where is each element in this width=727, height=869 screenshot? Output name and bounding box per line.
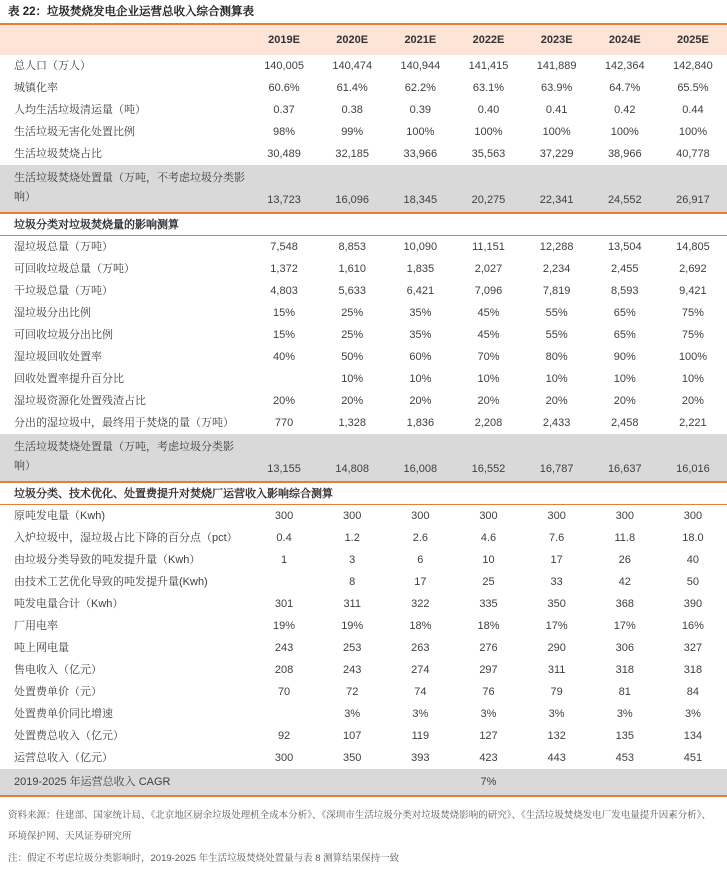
cell-value: 81 [618,686,631,698]
cell-value: 7,548 [270,241,298,253]
cell-value: 10% [613,373,636,385]
cell-value: 19% [341,620,364,632]
cell-value: 50% [341,351,364,363]
cell-value: 3 [349,554,356,566]
table-footer [0,797,727,869]
cell-value: 107 [343,730,362,742]
cell-value: 62.2% [404,82,436,94]
cell-value: 290 [547,642,566,654]
cell-value: 335 [479,598,498,610]
cell-value: 12,288 [539,241,574,253]
table-row [0,368,727,390]
cell-value: 100% [610,126,639,138]
column-header: 2020E [336,34,369,46]
row-label: 原吨发电量（Kwh) [14,510,106,522]
cell-value: 1.2 [344,532,360,544]
table-row [0,143,727,165]
cell-value: 1,372 [270,263,298,275]
section-title: 垃圾分类、技术优化、处置费提升对焚烧厂运营收入影响综合测算 [14,487,333,500]
cell-value: 300 [343,510,362,522]
cell-value: 0.4 [276,532,292,544]
cell-value: 3% [344,708,361,720]
cell-value: 0.44 [682,104,704,116]
table-header-row [0,25,727,55]
cell-value: 0.42 [614,104,636,116]
row-label: 处置费总收入（亿元） [14,730,124,742]
cell-value: 274 [411,664,430,676]
cell-value: 70 [277,686,291,698]
cell-value: 84 [686,686,700,698]
table-row [0,324,727,346]
cell-value: 3% [480,708,497,720]
cell-value: 306 [615,642,634,654]
cell-value: 301 [274,598,294,610]
cell-value: 4.6 [480,532,497,544]
cell-value: 142,840 [673,60,713,72]
data-table [0,25,727,797]
cell-value: 100% [678,126,707,138]
cell-value: 7,096 [474,285,503,297]
cell-value: 3% [412,708,429,720]
cell-value: 300 [683,510,703,522]
cell-value: 40% [273,351,296,363]
row-label: 生活垃圾焚烧处置量（万吨，不考虑垃圾分类影响） [14,172,245,203]
row-label: 2019-2025 年运营总收入 CAGR [14,776,171,788]
cagr-row [0,769,727,797]
highlight-row [0,165,727,214]
table-row [0,280,727,302]
cell-value: 32,185 [335,148,370,160]
cell-value: 311 [547,664,566,676]
cell-value: 6 [417,554,424,566]
cell-value: 61.4% [336,82,368,94]
row-label: 可回收垃圾分出比例 [14,329,113,341]
row-label: 干垃圾总量（万吨） [14,285,113,297]
cell-value: 8,593 [611,285,639,297]
row-label: 生活垃圾焚烧占比 [14,148,102,160]
row-label: 湿垃圾资源化处置残渣占比 [14,395,146,407]
table-row [0,615,727,637]
source-note: 资料来源：住建部、国家统计局、《北京地区厨余垃圾处理机全成本分析》、《深圳市生活垃圾分类对垃圾焚烧影响的研究》、《生活垃圾焚烧发电厂发电量提升因素分析》、环境保护网、天风证券研究所 [8,810,712,842]
row-label: 吨上网电量 [14,642,69,654]
row-label: 由技术工艺优化导致的吨发提升量(Kwh) [14,576,208,588]
cell-value: 8,853 [338,241,366,253]
table-row [0,681,727,703]
cell-value: 10 [482,554,495,566]
cell-value: 18.0 [682,532,704,544]
cell-value: 42 [618,576,631,588]
cell-value: 3% [684,708,701,720]
cell-value: 1 [281,554,288,566]
table-row [0,412,727,434]
cell-value: 208 [274,664,294,676]
cell-value: 300 [615,510,634,522]
cell-value: 45% [477,307,500,319]
cell-value: 30,489 [267,148,301,160]
cell-value: 318 [615,664,634,676]
cell-value: 16% [681,620,704,632]
cell-value: 16,787 [539,463,574,475]
cell-value: 3% [548,708,565,720]
cell-value: 7% [480,776,497,788]
cell-value: 45% [477,329,500,341]
cell-value: 350 [343,752,362,764]
cell-value: 10% [341,373,364,385]
section-title: 垃圾分类对垃圾焚烧量的影响测算 [14,218,179,231]
table-row [0,637,727,659]
row-label: 城镇化率 [14,82,58,94]
cell-value: 0.37 [273,104,295,116]
cell-value: 141,415 [468,60,509,72]
cell-value: 37,229 [539,148,574,160]
cell-value: 253 [343,642,362,654]
cell-value: 6,421 [406,285,435,297]
cell-value: 0.41 [545,104,568,116]
cell-value: 18% [477,620,500,632]
cell-value: 40 [686,554,700,566]
cell-value: 453 [615,752,634,764]
table-row [0,258,727,280]
row-label: 售电收入（亿元） [14,664,102,676]
highlight-row [0,434,727,483]
cell-value: 142,364 [604,60,645,72]
cell-value: 2.6 [412,532,428,544]
table-row [0,346,727,368]
cell-value: 26,917 [676,194,710,206]
row-label: 湿垃圾总量（万吨） [14,241,113,253]
cell-value: 16,637 [607,463,642,475]
cell-value: 390 [683,598,703,610]
cell-value: 40,778 [676,148,710,160]
cell-value: 9,421 [679,285,707,297]
cell-value: 16,016 [676,463,710,475]
cell-value: 1,835 [406,263,435,275]
cell-value: 25 [482,576,495,588]
table-row [0,302,727,324]
cell-value: 243 [343,664,362,676]
cell-value: 64.7% [609,82,641,94]
row-label: 分出的湿垃圾中，最终用于焚烧的量（万吨） [14,417,234,429]
cell-value: 10,090 [403,241,438,253]
cell-value: 300 [274,752,294,764]
row-label: 人均生活垃圾清运量（吨） [14,104,146,116]
cell-value: 92 [277,730,291,742]
cell-value: 75% [681,329,704,341]
cell-value: 2,458 [611,417,639,429]
cell-value: 33,966 [403,148,438,160]
cell-value: 20% [545,395,568,407]
table-row [0,527,727,549]
cell-value: 20% [681,395,704,407]
cell-value: 4,803 [270,285,298,297]
cell-value: 98% [273,126,296,138]
cell-value: 263 [411,642,430,654]
cell-value: 2,455 [611,263,639,275]
cell-value: 35% [409,329,432,341]
column-header: 2025E [677,34,709,46]
cell-value: 65.5% [677,82,709,94]
cell-value: 2,208 [474,417,503,429]
cell-value: 350 [547,598,566,610]
cell-value: 13,723 [267,194,301,206]
column-header: 2023E [540,34,573,46]
table-row [0,236,727,258]
cell-value: 20% [613,395,636,407]
table-row [0,99,727,121]
cell-value: 100% [678,351,707,363]
cell-value: 74 [414,686,427,698]
cell-value: 24,552 [607,194,642,206]
cell-value: 63.1% [472,82,505,94]
cell-value: 70% [477,351,500,363]
row-label: 总人口（万人） [14,60,91,72]
cell-value: 20,275 [471,194,506,206]
cell-value: 770 [274,417,294,429]
cell-value: 322 [411,598,430,610]
cell-value: 50 [686,576,700,588]
cell-value: 0.39 [409,104,432,116]
assumption-footnote: 注：假定不考虑垃圾分类影响时，2019-2025 年生活垃圾焚烧处置量与表 8 测算结果保持一致 [8,853,400,864]
cell-value: 2,027 [474,263,503,275]
cell-value: 76 [482,686,495,698]
cell-value: 2,433 [542,417,571,429]
cell-value: 140,474 [332,60,373,72]
cell-value: 14,805 [676,241,710,253]
cell-value: 18% [409,620,432,632]
cell-value: 26 [618,554,631,566]
row-label: 运营总收入（亿元） [14,752,113,764]
table-row [0,505,727,527]
cell-value: 65% [613,307,636,319]
cell-value: 14,808 [335,463,370,475]
cell-value: 135 [615,730,634,742]
cell-value: 300 [479,510,498,522]
cell-value: 17% [613,620,636,632]
cell-value: 2,221 [679,417,707,429]
cell-value: 16,552 [471,463,506,475]
cell-value: 20% [477,395,500,407]
cell-value: 141,889 [536,60,577,72]
cell-value: 119 [411,730,430,742]
cell-value: 100% [406,126,435,138]
cell-value: 65% [613,329,636,341]
table-row [0,77,727,99]
cell-value: 10% [681,373,704,385]
cell-value: 13,155 [267,463,301,475]
cell-value: 20% [409,395,432,407]
table-title: 表 22：垃圾焚烧发电企业运营总收入综合测算表 [8,6,254,18]
table-row [0,549,727,571]
cell-value: 80% [545,351,568,363]
cell-value: 17% [545,620,568,632]
cell-value: 99% [341,126,364,138]
cell-value: 100% [542,126,571,138]
cell-value: 3% [616,708,633,720]
cell-value: 423 [479,752,498,764]
section-header-row [0,483,727,505]
table-row [0,747,727,769]
cell-value: 2,234 [542,263,571,275]
row-label: 厂用电率 [14,620,58,632]
cell-value: 134 [683,730,703,742]
cell-value: 5,633 [338,285,366,297]
section-header-row [0,214,727,236]
cell-value: 0.40 [477,104,500,116]
cell-value: 311 [343,598,361,610]
cell-value: 22,341 [539,194,574,206]
cell-value: 13,504 [607,241,642,253]
table-row [0,659,727,681]
column-header: 2022E [472,34,505,46]
cell-value: 17 [414,576,427,588]
table-row [0,703,727,725]
row-label: 处置费单价同比增速 [14,708,113,720]
cell-value: 55% [545,329,568,341]
cell-value: 276 [479,642,498,654]
cell-value: 2,692 [679,263,707,275]
cell-value: 79 [550,686,563,698]
cell-value: 38,966 [607,148,642,160]
row-label: 可回收垃圾总量（万吨） [14,263,135,275]
row-label: 入炉垃圾中，湿垃圾占比下降的百分点（pct） [14,532,238,544]
cell-value: 300 [274,510,294,522]
cell-value: 25% [341,329,364,341]
cell-value: 60.6% [268,82,300,94]
cell-value: 1,836 [406,417,435,429]
cell-value: 15% [273,307,296,319]
cell-value: 10% [409,373,432,385]
cell-value: 90% [613,351,636,363]
row-label: 湿垃圾回收处置率 [14,351,102,363]
table-row [0,593,727,615]
row-label: 由垃圾分类导致的吨发提升量（Kwh） [14,554,201,566]
cell-value: 327 [683,642,703,654]
row-label: 湿垃圾分出比例 [14,307,91,319]
row-label: 吨发电量合计（Kwh） [14,598,124,610]
cell-value: 10% [545,373,568,385]
cell-value: 300 [411,510,430,522]
cell-value: 368 [615,598,634,610]
column-header: 2021E [404,34,437,46]
row-label: 回收处置率提升百分比 [14,373,124,385]
cell-value: 55% [545,307,568,319]
cell-value: 18,345 [403,194,438,206]
cell-value: 60% [409,351,432,363]
cell-value: 17 [550,554,563,566]
cell-value: 140,005 [264,60,304,72]
cell-value: 20% [273,395,296,407]
row-label: 生活垃圾焚烧处置量（万吨，考虑垃圾分类影响） [14,441,234,472]
cell-value: 16,096 [335,194,370,206]
cell-value: 243 [274,642,294,654]
cell-value: 20% [341,395,364,407]
cell-value: 300 [547,510,566,522]
cell-value: 10% [477,373,500,385]
cell-value: 1,328 [338,417,366,429]
cell-value: 1,610 [338,263,366,275]
cell-value: 0.38 [341,104,363,116]
cell-value: 393 [411,752,430,764]
column-header: 2024E [608,34,641,46]
cell-value: 443 [547,752,566,764]
cell-value: 140,944 [400,60,441,72]
table-row [0,571,727,593]
cell-value: 7.6 [548,532,565,544]
cell-value: 11.8 [614,532,636,544]
cell-value: 16,008 [403,463,438,475]
cell-value: 451 [683,752,703,764]
cell-value: 15% [273,329,296,341]
table-row [0,55,727,77]
cell-value: 25% [341,307,364,319]
cell-value: 297 [479,664,498,676]
cell-value: 127 [479,730,498,742]
cell-value: 72 [346,686,359,698]
cell-value: 35% [409,307,432,319]
cell-value: 11,151 [472,241,505,253]
table-row [0,121,727,143]
column-header: 2019E [268,34,300,46]
cell-value: 100% [474,126,503,138]
table-row [0,725,727,747]
cell-value: 33 [550,576,563,588]
cell-value: 132 [547,730,566,742]
row-label: 处置费单价（元） [14,686,102,698]
cell-value: 19% [273,620,296,632]
cell-value: 7,819 [542,285,571,297]
cell-value: 8 [349,576,356,588]
cell-value: 318 [683,664,703,676]
table-row [0,390,727,412]
cell-value: 75% [681,307,704,319]
row-label: 生活垃圾无害化处置比例 [14,126,135,138]
cell-value: 63.9% [541,82,573,94]
cell-value: 35,563 [471,148,506,160]
